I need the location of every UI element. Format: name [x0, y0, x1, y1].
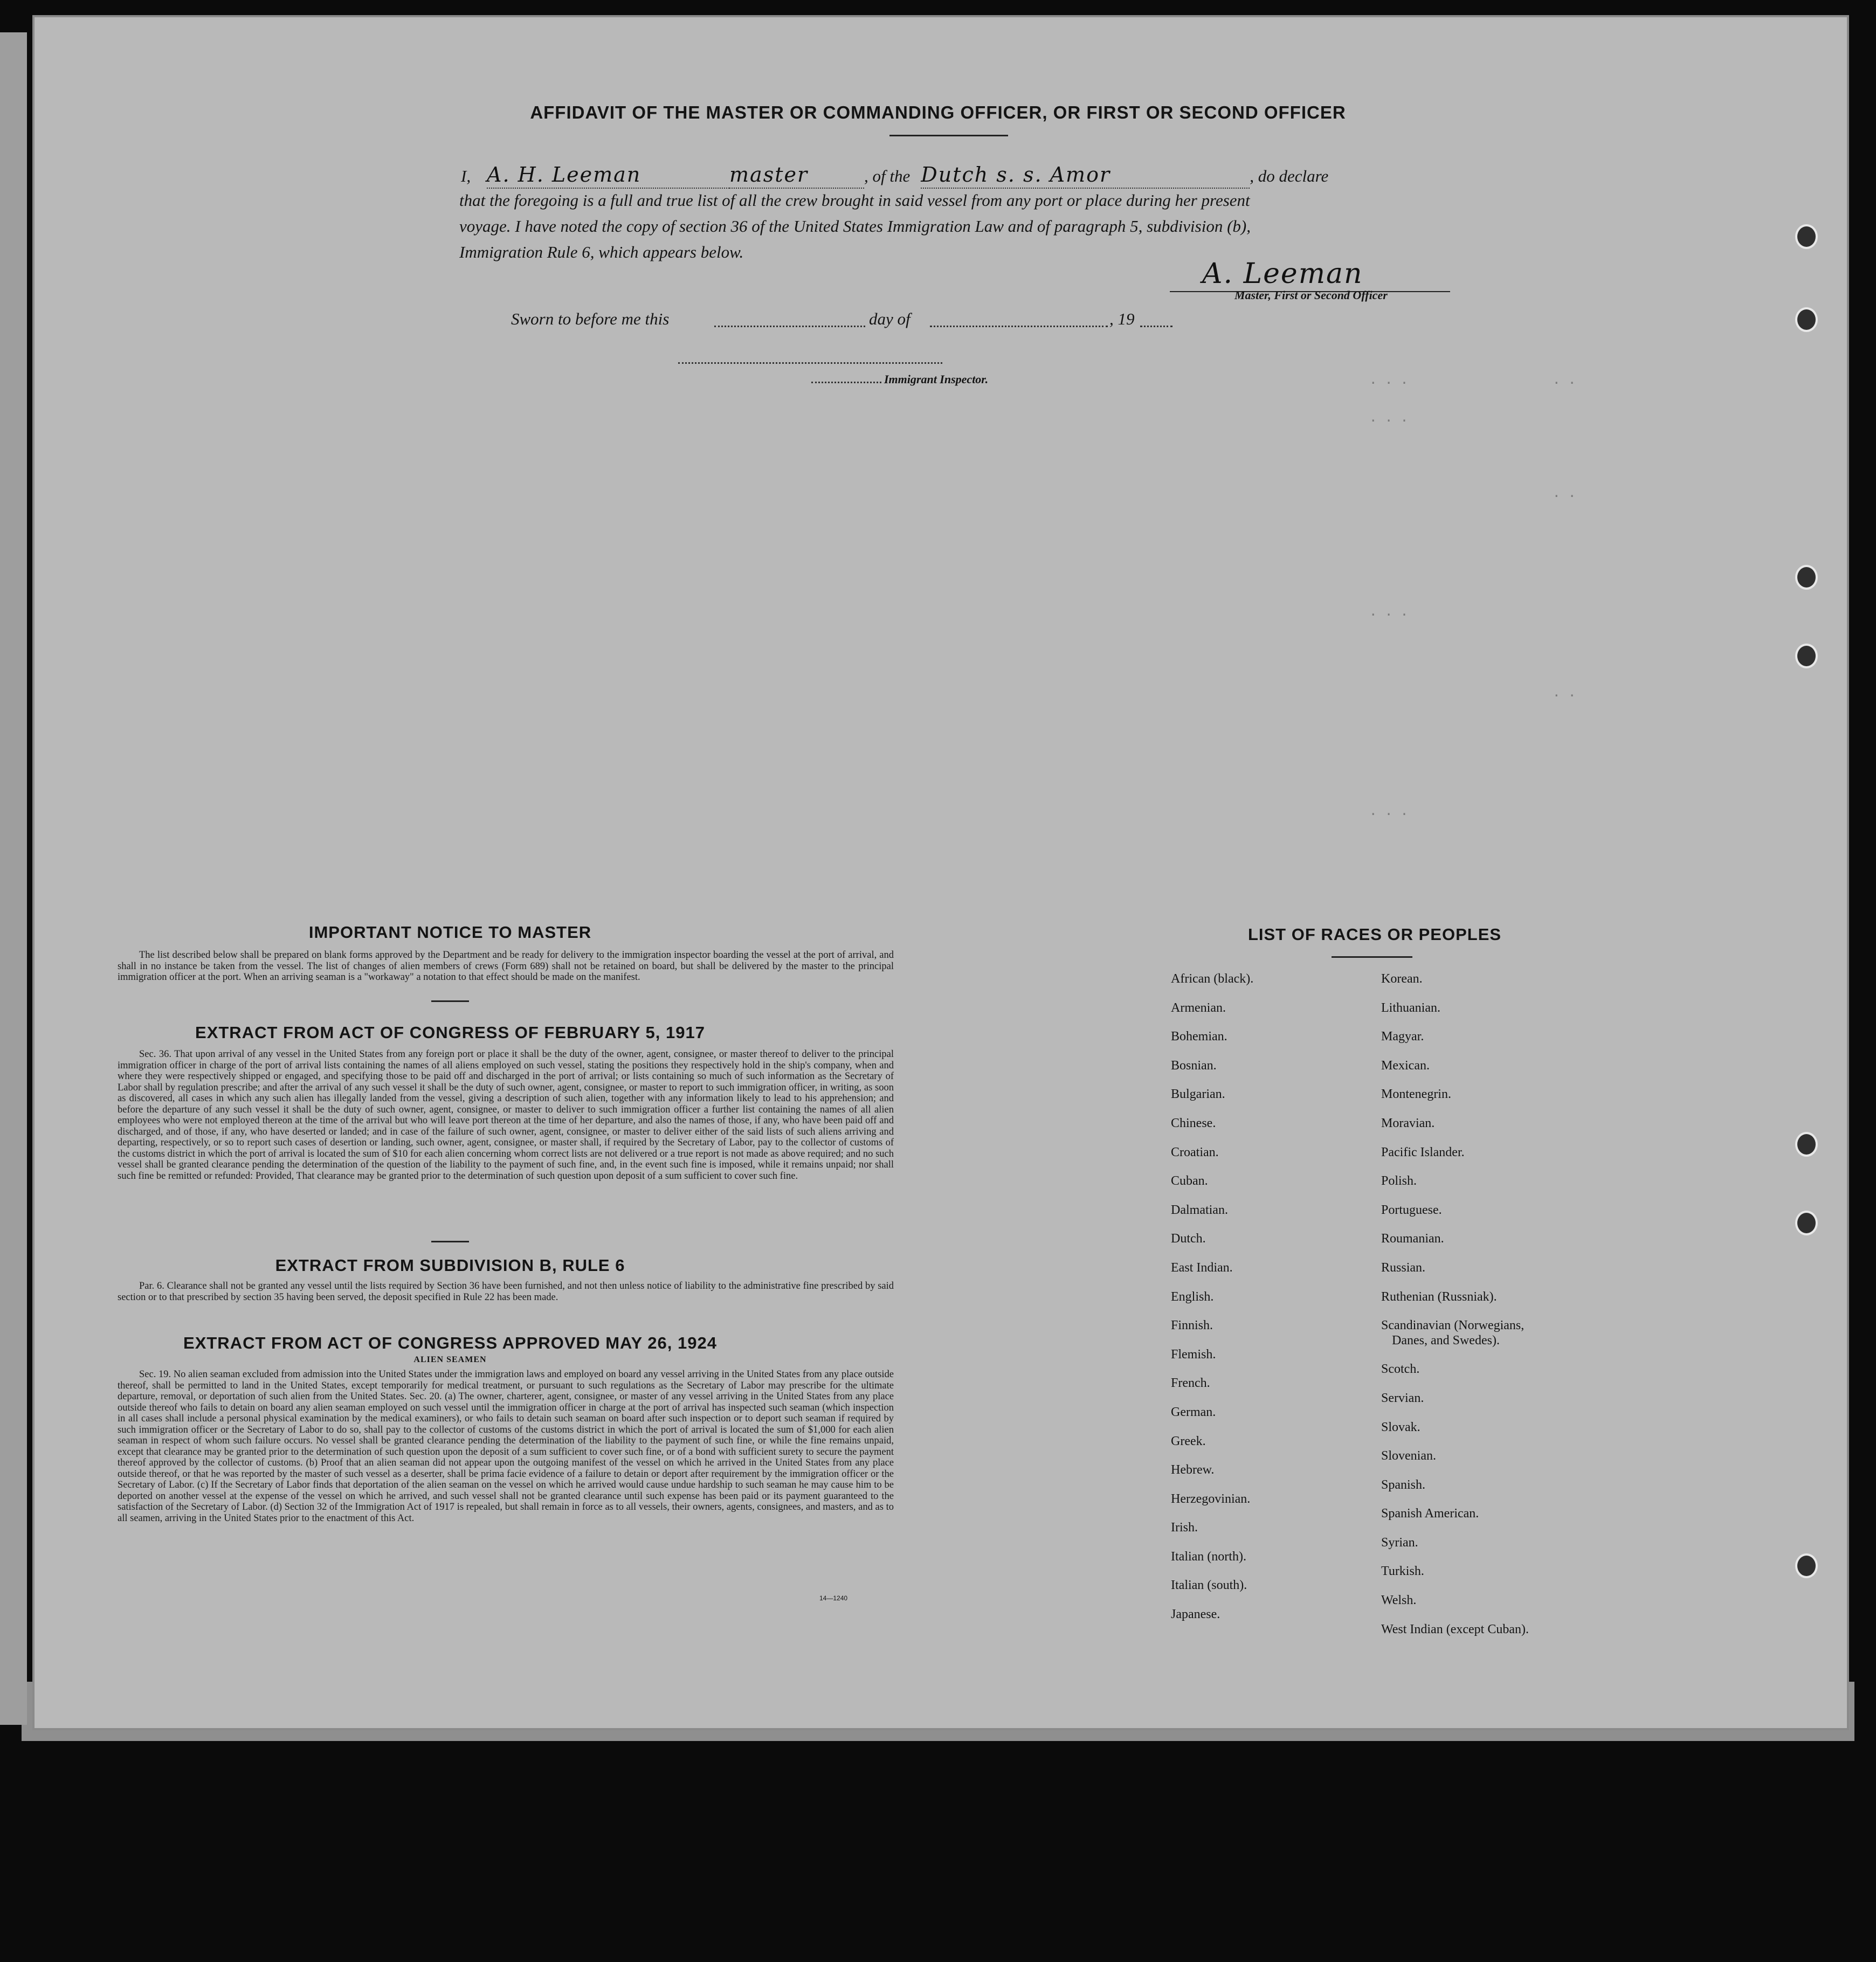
race-item: Moravian. [1381, 1116, 1435, 1130]
extract-1917-title: EXTRACT FROM ACT OF CONGRESS OF FEBRUARY 5, 1917 [195, 1023, 705, 1042]
race-item: Spanish American. [1381, 1507, 1479, 1521]
race-item: Italian (north). [1171, 1549, 1246, 1564]
affidavit-line-3: voyage. I have noted the copy of section 36 of the United States Immigration Law and of paragraph 5, subdivision (b), [459, 217, 1251, 236]
race-item: Danes, and Swedes). [1392, 1333, 1500, 1348]
punch-hole [1795, 1553, 1818, 1578]
alien-seamen-subtitle: ALIEN SEAMEN [413, 1355, 487, 1364]
inspector-line-2 [811, 382, 881, 383]
race-item: Herzegovinian. [1171, 1491, 1251, 1506]
notice-title: IMPORTANT NOTICE TO MASTER [308, 923, 592, 942]
punch-hole [1795, 1132, 1818, 1157]
race-item: Polish. [1381, 1174, 1417, 1189]
race-item: Croatian. [1171, 1145, 1219, 1159]
race-item: Montenegrin. [1381, 1087, 1451, 1102]
race-item: Ruthenian (Russniak). [1381, 1289, 1497, 1304]
race-item: Korean. [1381, 972, 1423, 986]
race-item: West Indian (except Cuban). [1381, 1622, 1529, 1636]
race-item: Scotch. [1381, 1362, 1420, 1377]
race-item: Russian. [1381, 1260, 1426, 1275]
affidavit-line-1 [461, 162, 1469, 189]
races-title: LIST OF RACES OR PEOPLES [1247, 925, 1502, 944]
race-item: Mexican. [1381, 1058, 1430, 1073]
race-item: Irish. [1171, 1521, 1198, 1535]
rule-6-title: EXTRACT FROM SUBDIVISION B, RULE 6 [275, 1256, 625, 1275]
inspector-caption: Immigrant Inspector. [884, 372, 989, 386]
inspector-line [678, 362, 942, 364]
race-item: East Indian. [1171, 1260, 1233, 1275]
races-rule [1332, 956, 1412, 958]
race-item: Dalmatian. [1171, 1203, 1228, 1217]
race-item: English. [1171, 1289, 1214, 1304]
race-item: Bulgarian. [1171, 1087, 1225, 1102]
sworn-month-line [930, 326, 1108, 327]
race-item: Chinese. [1171, 1116, 1216, 1130]
rule-6-body: Par. 6. Clearance shall not be granted any vessel until the lists required by Section 36 have been furnished, and not then unless notice of liability to the administrative fine prescribed by said section or to that prescribed by section 35 having been served, the deposit specified in Rule 22 has been made. [118, 1281, 894, 1303]
sworn-day-line [714, 326, 865, 327]
punch-hole [1795, 307, 1818, 332]
sworn-year-line [1140, 326, 1172, 327]
affidavit-title: AFFIDAVIT OF THE MASTER OR COMMANDING OFFICER, OR FIRST OR SECOND OFFICER [530, 102, 1346, 122]
race-item: Bosnian. [1171, 1058, 1217, 1073]
race-item: Dutch. [1171, 1232, 1206, 1246]
punch-hole [1795, 1211, 1818, 1235]
race-item: Servian. [1381, 1391, 1424, 1405]
left-edge-strip [0, 32, 27, 1725]
extract-1917-body: Sec. 36. That upon arrival of any vessel in the United States from any foreign port or place it shall be the duty of the owner, agent, consignee, or master thereof to deliver to the principal immigration officer in charge of the port of arrival lists containing the names of all aliens employed on such vessel, stating the positions they respectively hold in the ship's company, when and where they were respectively shipped or engaged, and specifying those to be paid off and discharged in the port of arrival; or lists containing so much of such information as the Secretary of Labor shall by regulation prescribe; and after the arrival of any such vessel it shall be the duty of such owner, agent, consignee, or master to report to such immigration officer, in writing, as soon as discovered, all cases in which any such alien has illegally landed from the vessel, giving a description of such alien, together with any information likely to lead to his apprehension; and before the departure of any such vessel it shall be the duty of such owner, agent, consignee, or master to deliver to such immigration officer a further list containing the names of all alien employees who were not employed thereon at the time of the arrival but who will leave port thereon at the time of her departure, and also the names of those, if any, who have been paid off and discharged, and of those, if any, who have deserted or landed; and in case of the failure of such owner, agent, consignee, or master to deliver either of the said lists of such aliens arriving and departing, respectively, or so to report such cases of desertion or landing, such owner, agent, consignee, or master shall, if required by the Secretary of Labor, pay to the collector of customs of the customs district in which the port of arrival is located the sum of $10 for each alien concerning whom correct lists are not delivered or a true report is not made as above required; and no such vessel shall be granted clearance pending the determination of the question of the liability to the payment of such fine, and, in the event such fine is imposed, while it remains unpaid; nor shall such fine be remitted or refunded: Provided, That clearance may be granted prior to the determination of such question upon deposit of a sum sufficient to cover such fine. [118, 1049, 894, 1182]
sworn-label: Sworn to before me this [511, 309, 670, 328]
master-signature: A. Leeman [1202, 258, 1363, 290]
do-declare-label: , do declare [1250, 167, 1329, 185]
race-item: Spanish. [1381, 1477, 1426, 1492]
punch-hole [1795, 565, 1818, 590]
race-item: Syrian. [1381, 1535, 1418, 1550]
title-rule [889, 135, 1008, 136]
extract-1917-rule [431, 1241, 469, 1242]
race-item: Cuban. [1171, 1174, 1208, 1189]
race-item: Lithuanian. [1381, 1000, 1440, 1015]
year-label: , 19 [1109, 309, 1135, 328]
extract-1924-title: EXTRACT FROM ACT OF CONGRESS APPROVED MAY 26, 1924 [183, 1334, 717, 1352]
race-item: Greek. [1171, 1434, 1206, 1448]
race-item: Slovenian. [1381, 1449, 1436, 1463]
race-item: Roumanian. [1381, 1232, 1444, 1246]
races-left-column [1171, 965, 1253, 1629]
races-right-column [1381, 965, 1529, 1644]
race-item: Turkish. [1381, 1564, 1424, 1579]
master-name: A. H. Leeman [487, 162, 729, 189]
race-item: Scandinavian (Norwegians, [1381, 1318, 1525, 1333]
affidavit-line-2: that the foregoing is a full and true list of all the crew brought in said vessel from any port or place during her present [459, 191, 1250, 210]
day-of-label: day of [869, 309, 911, 328]
race-item: Magyar. [1381, 1030, 1424, 1044]
race-item: Pacific Islander. [1381, 1145, 1465, 1159]
race-item: Slovak. [1381, 1420, 1420, 1434]
notice-body: The list described below shall be prepared on blank forms approved by the Department and be ready for delivery to the immigration inspector boarding the vessel at the port of arrival, and shall in no instance be taken from the vessel. The list of changes of alien members of crews (Form 689) shall not be retained on board, but shall be delivered by the master to the principal immigration officer at the port. When an arriving seaman is a "workaway" a notation to that effect should be made on the manifest. [118, 950, 894, 983]
affidavit-i: I, [461, 167, 471, 185]
race-item: Finnish. [1171, 1318, 1213, 1333]
race-item: German. [1171, 1405, 1216, 1419]
vessel-name: Dutch s. s. Amor [921, 162, 1250, 189]
punch-hole [1795, 224, 1818, 249]
race-item: African (black). [1171, 972, 1254, 986]
race-item: Flemish. [1171, 1347, 1216, 1362]
race-item: Armenian. [1171, 1000, 1226, 1015]
race-item: Japanese. [1171, 1607, 1220, 1622]
of-the-label: , of the [864, 167, 911, 185]
signature-caption: Master, First or Second Officer [1234, 288, 1388, 302]
notice-rule [431, 1000, 469, 1002]
race-item: Italian (south). [1171, 1578, 1247, 1593]
form-number: 14—1240 [819, 1594, 848, 1602]
race-item: Portuguese. [1381, 1203, 1442, 1217]
punch-hole [1795, 644, 1818, 668]
affidavit-line-4: Immigration Rule 6, which appears below. [459, 243, 744, 261]
extract-1924-body: Sec. 19. No alien seaman excluded from admission into the United States under the immigration laws and employed on board any vessel arriving in the United States from any place outside thereof, shall be permitted to land in the United States, except temporarily for medical treatment, or pursuant to such regulations as the Secretary of Labor may prescribe for the ultimate departure, removal, or deportation of such alien from the United States. Sec. 20. (a) The owner, charterer, agent, consignee, or master of any vessel arriving in the United States from any place outside thereof who fails to detain on board any alien seaman employed on such vessel until the immigration officer in charge at the port of arrival has inspected such seaman (which inspection in all cases shall include a personal physical examination by the medical examiners), or who fails to detain such seaman on board after such inspection or to deport such seaman if required by such immigration officer or the Secretary of Labor to do so, shall pay to the collector of customs of the customs district in which the port of arrival is located the sum of $1,000 for each alien seaman in respect of whom such failure occurs. No vessel shall be granted clearance pending the determination of the liability to the payment of such fine, or while the fine remains unpaid, except that clearance may be granted prior to the determination of such question upon the deposit of a sum sufficient to cover such fine, or of a bond with sufficient surety to secure the payment thereof approved by the collector of customs. (b) Proof that an alien seaman did not appear upon the outgoing manifest of the vessel on which he arrived in the United States from any place outside thereof, or that he was reported by the master of such vessel as a deserter, shall be prima facie evidence of a failure to detain or deport after requirement by the immigration officer or the Secretary of Labor. (c) If the Secretary of Labor finds that deportation of the alien seaman on the vessel on which he arrived would cause undue hardship to such seaman he may cause him to be deported on another vessel at the expense of the vessel on which he arrived, and such vessel shall not be granted clearance until such expense has been paid or its payment guaranteed to the satisfaction of the Secretary of Labor. (d) Section 32 of the Immigration Act of 1917 is repealed, but shall remain in force as to all vessels, their owners, agents, consignees, and masters, and as to all seamen, arriving in the United States prior to the enactment of this Act. [118, 1369, 894, 1524]
race-item: Bohemian. [1171, 1030, 1227, 1044]
race-item: French. [1171, 1376, 1210, 1391]
race-item: Hebrew. [1171, 1463, 1215, 1477]
master-role: master [729, 162, 864, 189]
race-item: Welsh. [1381, 1593, 1417, 1608]
